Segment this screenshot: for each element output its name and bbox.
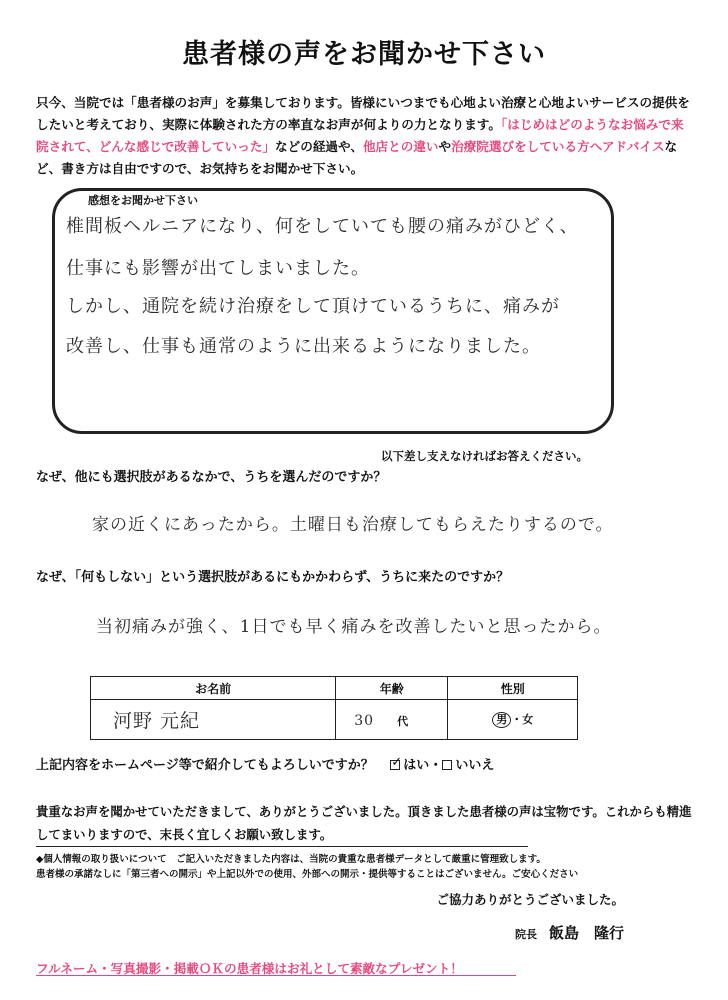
intro-highlight-1: 「はじめはどのようなお悩みで来院されて、どんな感じで改善していった」: [36, 117, 684, 154]
checkmark-icon: ✓: [391, 755, 403, 770]
privacy-notice: [36, 852, 636, 882]
age-suffix: 代: [397, 715, 409, 728]
intro-highlight-3: 治療院選びをしている方へアドバイス: [451, 139, 665, 154]
consent-no-label: いいえ: [455, 758, 495, 773]
gender-header: 性別: [448, 677, 578, 700]
privacy-line-1: ◆個人情報の取り扱いについて ご記入いただきました内容は、当院の貴重な患者様データとして厳重に管理致します。: [36, 854, 546, 865]
gender-female: 女: [522, 713, 534, 726]
age-value: 30: [354, 713, 375, 729]
patient-info-table: [90, 676, 578, 740]
present-underline: [36, 975, 516, 976]
question-1: なぜ、他にも選択肢があるなかで、うちを選んだのですか？: [36, 470, 387, 485]
name-value: 河野 元紀: [113, 710, 201, 732]
optional-note: 以下差し支えなければお答えください。: [381, 449, 588, 463]
divider: [36, 846, 528, 847]
gender-cell: [448, 700, 578, 740]
answer-2: 当初痛みが強く、1日でも早く痛みを改善したいと思ったから。: [96, 617, 612, 637]
page-title: 患者様の声をお聞かせ下さい: [182, 39, 546, 70]
name-header: お名前: [91, 677, 336, 700]
answer-1: 家の近くにあったから。土曜日も治療してもらえたりするので。: [92, 515, 614, 535]
intro-text-1: 只今、当院では「患者様のお声」を募集しております。皆様にいつまでも心地よい治療と心地よいサービスの提供をしたいと考えており、実際に体験された方の率直なお声が何よりの力となります。: [36, 95, 690, 132]
impression-line-1: 椎間板ヘルニアになり、何をしていても腰の痛みがひどく、: [66, 216, 579, 237]
present-banner: フルネーム・写真撮影・掲載ＯＫの患者様はお礼として素敵なプレゼント！: [36, 961, 463, 976]
impression-line-4: 改善し、仕事も通常のように出来るようになりました。: [66, 336, 541, 357]
intro-text-3: や: [438, 139, 452, 154]
intro-text-2: などの経過や、: [275, 139, 363, 154]
consent-row: [36, 754, 494, 773]
intro-text-4: など、書き方は自由ですので、お気持ちをお聞かせ下さい。: [36, 139, 678, 176]
intro-highlight-2: 他店との違い: [362, 139, 439, 154]
consent-separator: ・: [429, 758, 443, 773]
intro-paragraph: [36, 92, 696, 180]
signature: [515, 922, 624, 943]
gender-male-selected: 男: [492, 712, 511, 728]
consent-no-checkbox[interactable]: [442, 760, 452, 770]
consent-question: 上記内容をホームページ等で紹介してもよろしいですか？: [36, 758, 374, 773]
impression-line-3: しかし、通院を続け治療をして頂けているうちに、痛みが: [66, 296, 560, 317]
impression-label: 感想をお聞かせ下さい: [88, 194, 198, 207]
cooperation-thanks: ご協力ありがとうございました。: [436, 892, 624, 907]
age-header: 年齢: [336, 677, 448, 700]
consent-yes-label: はい: [403, 758, 430, 773]
impression-line-2: 仕事にも影響が出てしまいました。: [66, 258, 370, 279]
signature-role: 院長: [514, 928, 537, 941]
consent-yes-checkbox[interactable]: [390, 755, 403, 770]
privacy-line-2: 患者様の承諾なしに「第三者への開示」や上記以外での使用、外部への開示・提供等することはございません。ご安心ください: [36, 869, 579, 880]
question-2: なぜ、「何もしない」という選択肢があるにもかかわらず、うちに来たのですか？: [36, 570, 510, 585]
name-cell: [91, 700, 336, 740]
signature-name: 飯島 隆行: [548, 924, 624, 942]
gender-separator: ・: [511, 713, 523, 726]
thanks-message: 貴重なお声を聞かせていただきまして、ありがとうございました。頂きました患者様の声は宝物です。これからも精進してまいりますので、末長く宜しくお願い致します。: [36, 804, 692, 842]
age-cell: [336, 700, 448, 740]
